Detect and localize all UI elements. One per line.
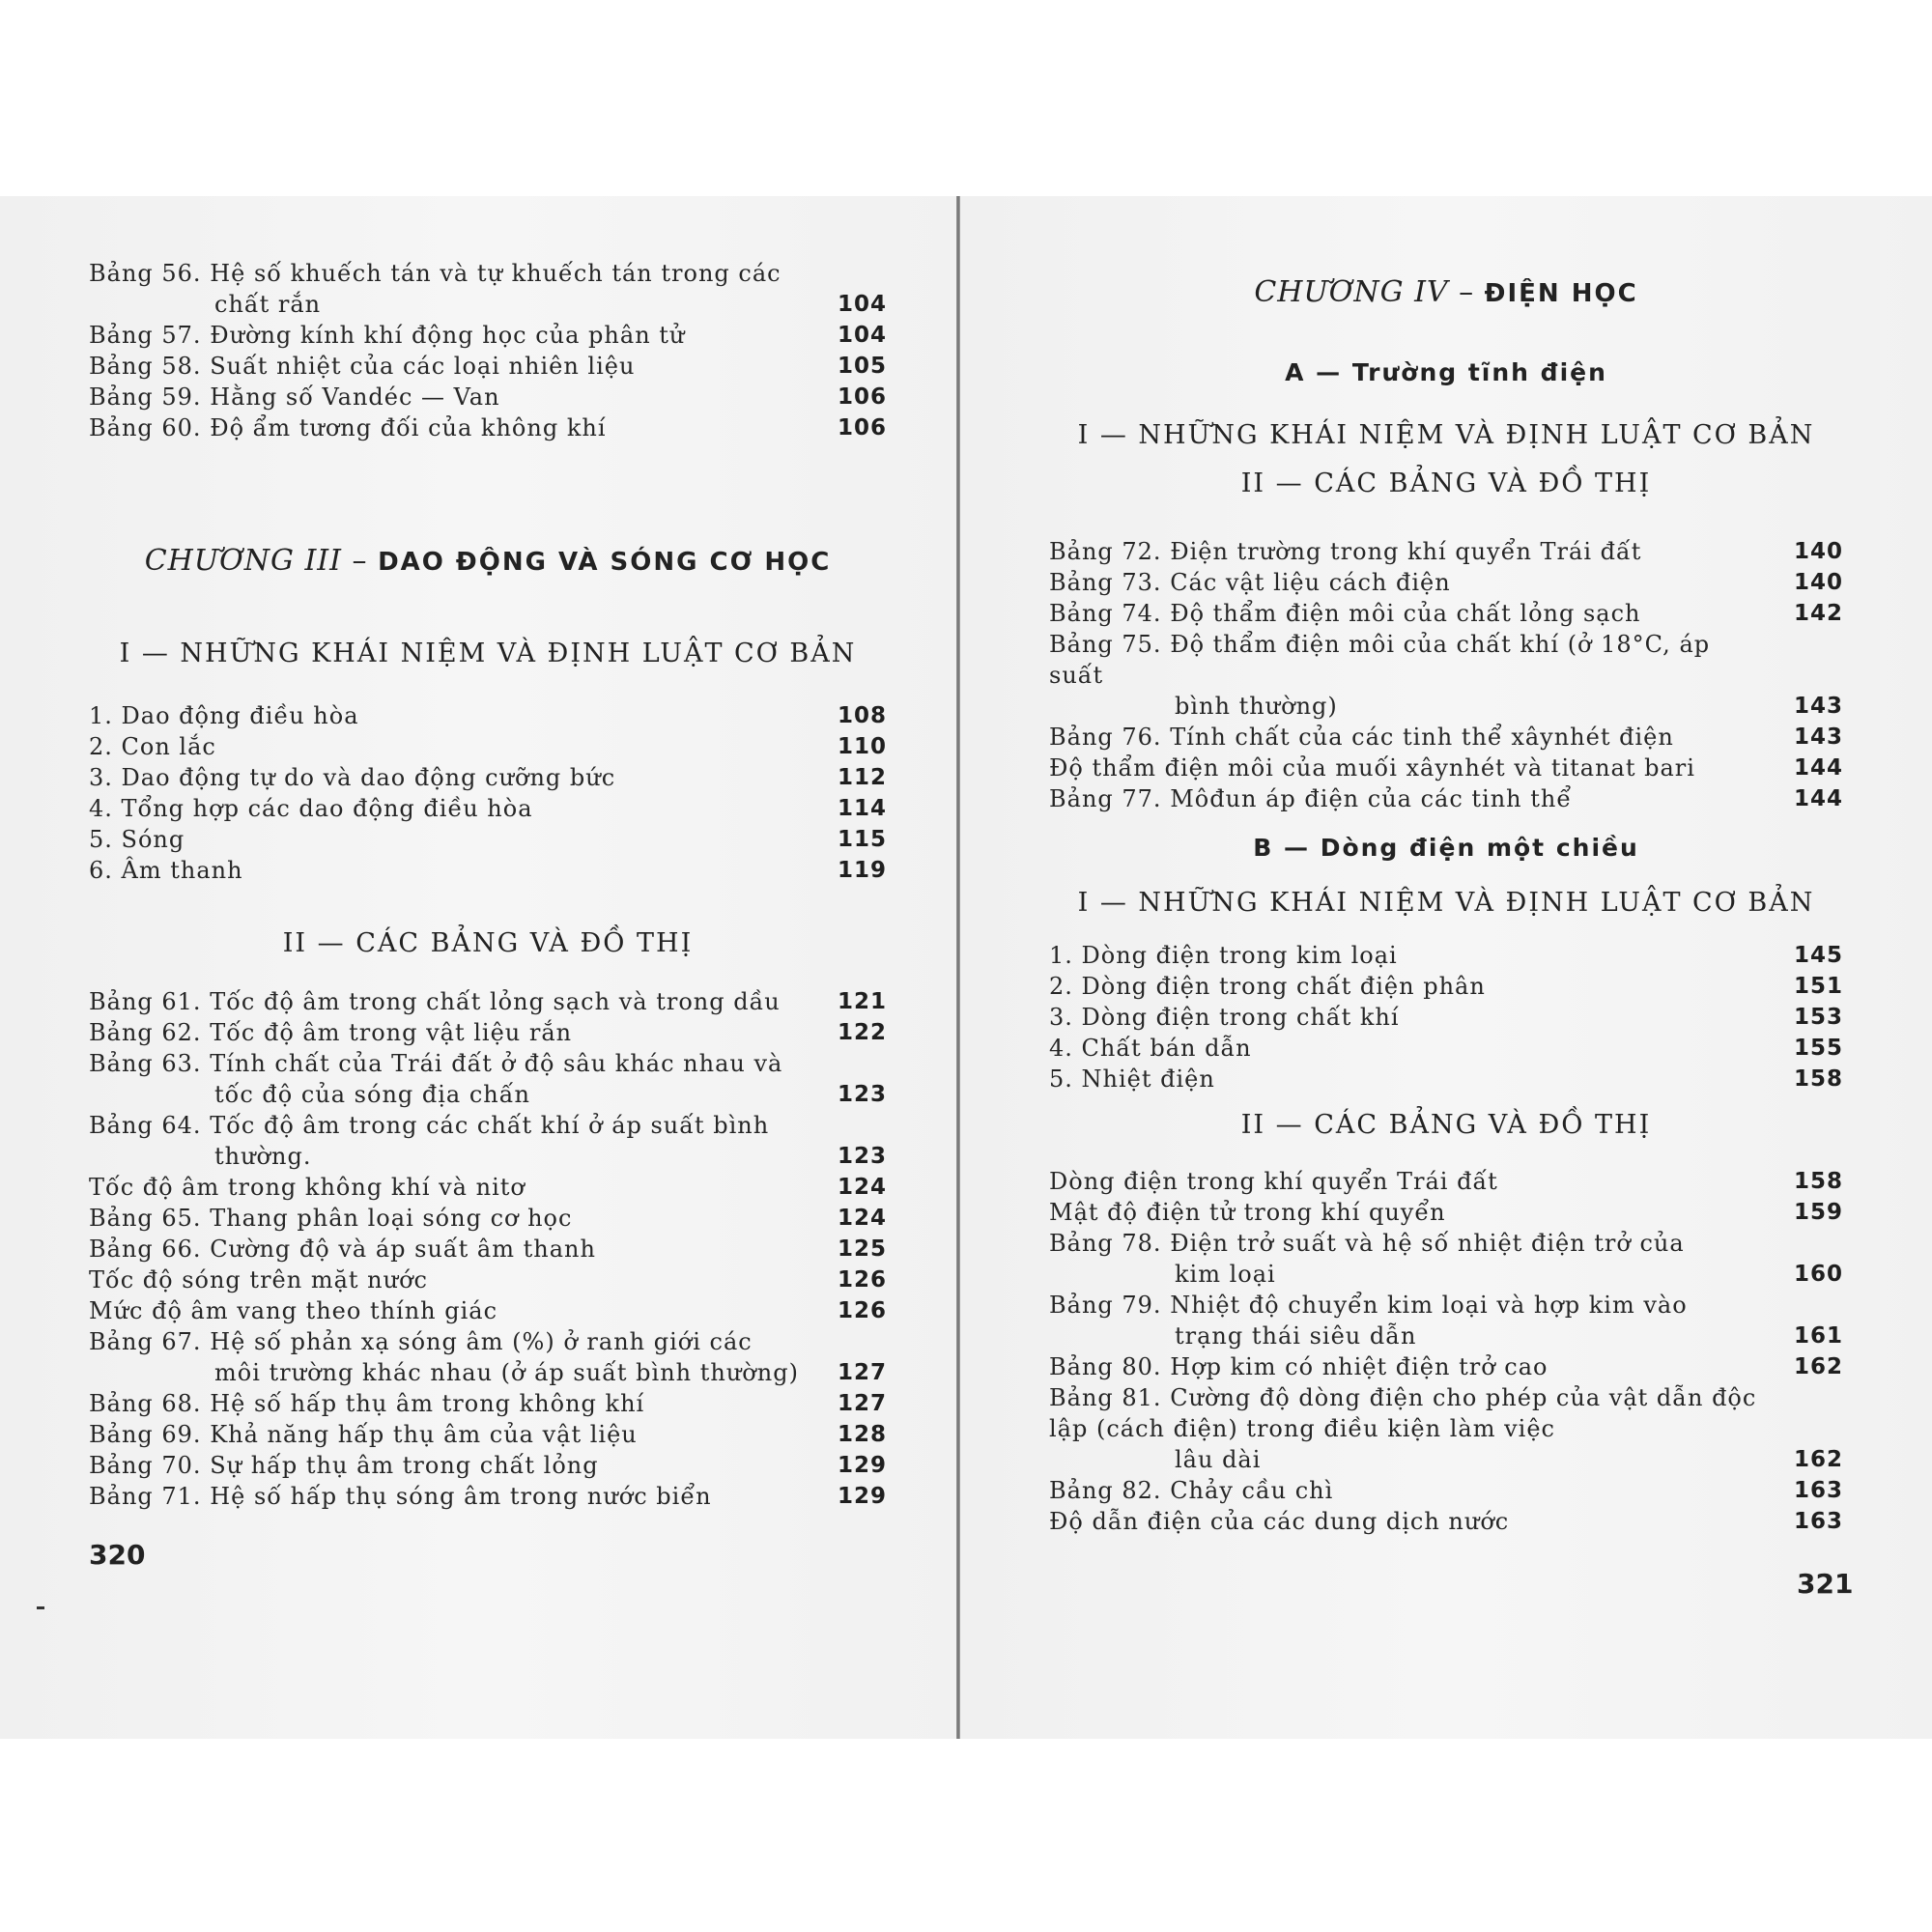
entry-page-number: 145 [1793, 943, 1843, 968]
toc-entry [89, 700, 887, 731]
toc-entry [1049, 536, 1843, 567]
left-section2-entries [89, 986, 887, 1512]
entry-label: Dòng điện trong khí quyển Trái đất [1049, 1168, 1498, 1195]
entry-label: Bảng 82. Chảy cầu chì [1049, 1477, 1334, 1504]
chapter-number: CHƯƠNG III [144, 544, 342, 578]
entry-page-number: 110 [837, 734, 887, 759]
entry-label: Bảng 79. Nhiệt độ chuyển kim loại và hợp kim vào [1049, 1292, 1688, 1319]
entry-label: 3. Dòng điện trong chất khí [1049, 1004, 1400, 1031]
entry-label: Bảng 78. Điện trở suất và hệ số nhiệt điện trở của [1049, 1230, 1685, 1257]
toc-entry [1049, 1506, 1843, 1537]
toc-entry [89, 1110, 887, 1172]
toc-entry [89, 1234, 887, 1264]
toc-entry [1049, 971, 1843, 1002]
entry-page-number: 144 [1793, 786, 1843, 811]
entry-page-number: 127 [837, 1391, 887, 1416]
entry-page-number: 106 [837, 415, 887, 440]
toc-entry [89, 1264, 887, 1295]
print-speck [37, 1606, 44, 1609]
entry-page-number: 119 [837, 858, 887, 883]
toc-entry [89, 1419, 887, 1450]
entry-page-number: 143 [1793, 694, 1843, 719]
section-title: I — NHỮNG KHÁI NIỆM VÀ ĐỊNH LUẬT CƠ BẢN [1077, 888, 1815, 918]
toc-entry [89, 1388, 887, 1419]
entry-page-number: 115 [837, 827, 887, 852]
entry-label: 1. Dòng điện trong kim loại [1049, 942, 1398, 969]
entry-page-number: 114 [837, 796, 887, 821]
left-section2-title [89, 928, 887, 958]
toc-entry [1049, 1382, 1843, 1475]
entry-page-number: 105 [837, 354, 887, 379]
chapter-title [89, 544, 887, 578]
entry-continuation: tốc độ của sóng địa chấn [214, 1081, 530, 1108]
entry-label: Bảng 65. Thang phân loại sóng cơ học [89, 1205, 573, 1232]
entry-label: Bảng 56. Hệ số khuếch tán và tự khuếch tán trong các [89, 260, 781, 287]
entry-page-number: 126 [837, 1267, 887, 1293]
toc-entry [89, 793, 887, 824]
entry-label: Bảng 73. Các vật liệu cách điện [1049, 569, 1451, 596]
part-title: B — Dòng điện một chiều [1253, 834, 1639, 862]
toc-entry [89, 1048, 887, 1110]
part-a-section2 [1049, 469, 1843, 498]
toc-entry [89, 1450, 887, 1481]
entry-page-number: 124 [837, 1206, 887, 1231]
entry-label: Bảng 62. Tốc độ âm trong vật liệu rắn [89, 1019, 573, 1046]
entry-page-number: 142 [1793, 601, 1843, 626]
left-top-entries [89, 258, 887, 443]
section-title: II — CÁC BẢNG VÀ ĐỒ THỊ [1240, 469, 1652, 498]
toc-entry [89, 351, 887, 382]
toc-entry [1049, 598, 1843, 629]
entry-page-number: 140 [1793, 570, 1843, 595]
toc-entry [89, 1326, 887, 1388]
toc-entry [1049, 1197, 1843, 1228]
entry-page-number: 160 [1793, 1262, 1843, 1287]
section-title: I — NHỮNG KHÁI NIỆM VÀ ĐỊNH LUẬT CƠ BẢN [119, 639, 857, 668]
left-section1-entries [89, 700, 887, 886]
entry-page-number: 122 [837, 1020, 887, 1045]
entry-continuation: kim loại [1175, 1261, 1276, 1288]
entry-label: Bảng 58. Suất nhiệt của các loại nhiên liệu [89, 353, 636, 380]
toc-entry [89, 762, 887, 793]
entry-label: Bảng 59. Hằng số Vandéc — Van [89, 384, 500, 411]
part-b-heading [1049, 834, 1843, 862]
toc-entry [1049, 1475, 1843, 1506]
book-spread [0, 196, 1932, 1739]
entry-page-number: 108 [837, 703, 887, 728]
chapter-title [1049, 275, 1843, 309]
entry-label: 1. Dao động điều hòa [89, 702, 359, 729]
toc-entry [1049, 1351, 1843, 1382]
entry-page-number: 161 [1793, 1323, 1843, 1349]
entry-label: Bảng 74. Độ thẩm điện môi của chất lỏng sạch [1049, 600, 1641, 627]
toc-entry [89, 258, 887, 320]
left-section1-title [89, 639, 887, 668]
entry-page-number: 125 [837, 1236, 887, 1262]
page-number: 320 [89, 1539, 146, 1571]
left-chapter-heading [89, 544, 887, 578]
entry-label: 2. Con lắc [89, 733, 216, 760]
part-b-section1 [1049, 888, 1843, 918]
toc-entry [1049, 783, 1843, 814]
entry-page-number: 129 [837, 1453, 887, 1478]
entry-page-number: 112 [837, 765, 887, 790]
toc-entry [1049, 1064, 1843, 1094]
part-a-heading [1049, 358, 1843, 386]
entry-label: Bảng 63. Tính chất của Trái đất ở độ sâu khác nhau và [89, 1050, 783, 1077]
entry-label: Bảng 64. Tốc độ âm trong các chất khí ở áp suất bình [89, 1112, 770, 1139]
entry-label: Tốc độ sóng trên mặt nước [89, 1266, 428, 1293]
toc-entry [89, 1481, 887, 1512]
entry-label: Bảng 70. Sự hấp thụ âm trong chất lỏng [89, 1452, 599, 1479]
part-a-section1 [1049, 420, 1843, 450]
entry-continuation: lâu dài [1175, 1446, 1262, 1473]
entry-page-number: 127 [837, 1360, 887, 1385]
entry-label: 2. Dòng điện trong chất điện phân [1049, 973, 1486, 1000]
entry-label: 5. Nhiệt điện [1049, 1065, 1215, 1093]
entry-page-number: 162 [1793, 1447, 1843, 1472]
entry-page-number: 104 [837, 292, 887, 317]
part-title: A — Trường tĩnh điện [1285, 358, 1607, 386]
right-page [960, 196, 1932, 1739]
entry-label: Tốc độ âm trong không khí và nitơ [89, 1174, 526, 1201]
entry-page-number: 121 [837, 989, 887, 1014]
entry-label: Mức độ âm vang theo thính giác [89, 1297, 498, 1324]
toc-entry [89, 824, 887, 855]
entry-page-number: 126 [837, 1298, 887, 1323]
entry-continuation: môi trường khác nhau (ở áp suất bình thường) [214, 1359, 799, 1386]
entry-label: 4. Chất bán dẫn [1049, 1035, 1252, 1062]
entry-page-number: 123 [837, 1144, 887, 1169]
toc-entry [89, 986, 887, 1017]
entry-label: Bảng 68. Hệ số hấp thụ âm trong không khí [89, 1390, 645, 1417]
entry-label: 6. Âm thanh [89, 857, 243, 884]
entry-page-number: 155 [1793, 1036, 1843, 1061]
entry-page-number: 162 [1793, 1354, 1843, 1379]
toc-entry [1049, 567, 1843, 598]
entry-page-number: 158 [1793, 1066, 1843, 1092]
entry-label: Bảng 81. Cường độ dòng điện cho phép của vật dẫn độc lập (cách điện) trong điều kiện làm việc [1049, 1384, 1757, 1442]
entry-label: Bảng 80. Hợp kim có nhiệt điện trở cao [1049, 1353, 1548, 1380]
entry-label: Bảng 72. Điện trường trong khí quyển Trái đất [1049, 538, 1642, 565]
entry-label: Bảng 60. Độ ẩm tương đối của không khí [89, 414, 607, 441]
entry-label: Bảng 57. Đường kính khí động học của phân tử [89, 322, 686, 349]
toc-entry [89, 1295, 887, 1326]
toc-entry [1049, 753, 1843, 783]
page-number: 321 [1797, 1568, 1854, 1600]
entry-label: Độ thẩm điện môi của muối xâynhét và titanat bari [1049, 754, 1695, 781]
toc-entry [1049, 722, 1843, 753]
toc-entry [89, 382, 887, 412]
chapter-dash: – [342, 544, 379, 578]
toc-entry [1049, 1033, 1843, 1064]
entry-label: 3. Dao động tự do và dao động cưỡng bức [89, 764, 616, 791]
toc-entry [89, 855, 887, 886]
left-page [0, 196, 956, 1739]
toc-entry [89, 1017, 887, 1048]
entry-page-number: 163 [1793, 1478, 1843, 1503]
entry-label: 4. Tổng hợp các dao động điều hòa [89, 795, 533, 822]
toc-entry [1049, 629, 1843, 722]
section-title: II — CÁC BẢNG VÀ ĐỒ THỊ [1240, 1110, 1652, 1140]
right-chapter-heading [1049, 275, 1843, 309]
entry-label: Bảng 77. Môđun áp điện của các tinh thể [1049, 785, 1573, 812]
chapter-number: CHƯƠNG IV [1254, 275, 1449, 309]
entry-page-number: 159 [1793, 1200, 1843, 1225]
entry-page-number: 163 [1793, 1509, 1843, 1534]
entry-label: Bảng 75. Độ thẩm điện môi của chất khí (ở 18°C, áp suất [1049, 631, 1711, 689]
entry-label: Bảng 76. Tính chất của các tinh thể xâynhét điện [1049, 724, 1674, 751]
entry-label: Độ dẫn điện của các dung dịch nước [1049, 1508, 1510, 1535]
entry-continuation: chất rắn [214, 291, 322, 318]
toc-entry [89, 320, 887, 351]
toc-entry [1049, 1228, 1843, 1290]
part-b-section2-entries [1049, 1166, 1843, 1537]
entry-page-number: 143 [1793, 724, 1843, 750]
entry-page-number: 140 [1793, 539, 1843, 564]
entry-page-number: 144 [1793, 755, 1843, 781]
entry-page-number: 151 [1793, 974, 1843, 999]
entry-label: Bảng 67. Hệ số phản xạ sóng âm (%) ở ranh giới các [89, 1328, 753, 1355]
part-b-section2 [1049, 1110, 1843, 1140]
entry-label: 5. Sóng [89, 826, 185, 853]
chapter-name: DAO ĐỘNG VÀ SÓNG CƠ HỌC [378, 548, 832, 577]
entry-label: Bảng 61. Tốc độ âm trong chất lỏng sạch và trong dầu [89, 988, 781, 1015]
toc-entry [1049, 1002, 1843, 1033]
entry-page-number: 124 [837, 1175, 887, 1200]
entry-label: Bảng 71. Hệ số hấp thụ sóng âm trong nước biển [89, 1483, 712, 1510]
toc-entry [89, 731, 887, 762]
toc-entry [1049, 940, 1843, 971]
toc-entry [89, 1203, 887, 1234]
toc-entry [89, 1172, 887, 1203]
section-title: II — CÁC BẢNG VÀ ĐỒ THỊ [282, 928, 694, 958]
toc-entry [1049, 1166, 1843, 1197]
section-title: I — NHỮNG KHÁI NIỆM VÀ ĐỊNH LUẬT CƠ BẢN [1077, 420, 1815, 450]
entry-label: Bảng 69. Khả năng hấp thụ âm của vật liệu [89, 1421, 638, 1448]
part-b-section1-entries [1049, 940, 1843, 1094]
entry-continuation: thường. [214, 1143, 312, 1170]
entry-page-number: 158 [1793, 1169, 1843, 1194]
entry-label: Mật độ điện tử trong khí quyển [1049, 1199, 1446, 1226]
entry-page-number: 128 [837, 1422, 887, 1447]
chapter-dash: – [1448, 275, 1485, 309]
toc-entry [1049, 1290, 1843, 1351]
toc-entry [89, 412, 887, 443]
entry-page-number: 129 [837, 1484, 887, 1509]
entry-page-number: 123 [837, 1082, 887, 1107]
entry-continuation: trạng thái siêu dẫn [1175, 1322, 1417, 1350]
entry-page-number: 106 [837, 384, 887, 410]
entry-label: Bảng 66. Cường độ và áp suất âm thanh [89, 1236, 596, 1263]
entry-page-number: 153 [1793, 1005, 1843, 1030]
entry-continuation: bình thường) [1175, 693, 1338, 720]
chapter-name: ĐIỆN HỌC [1484, 279, 1638, 308]
part-a-entries [1049, 536, 1843, 814]
entry-page-number: 104 [837, 323, 887, 348]
